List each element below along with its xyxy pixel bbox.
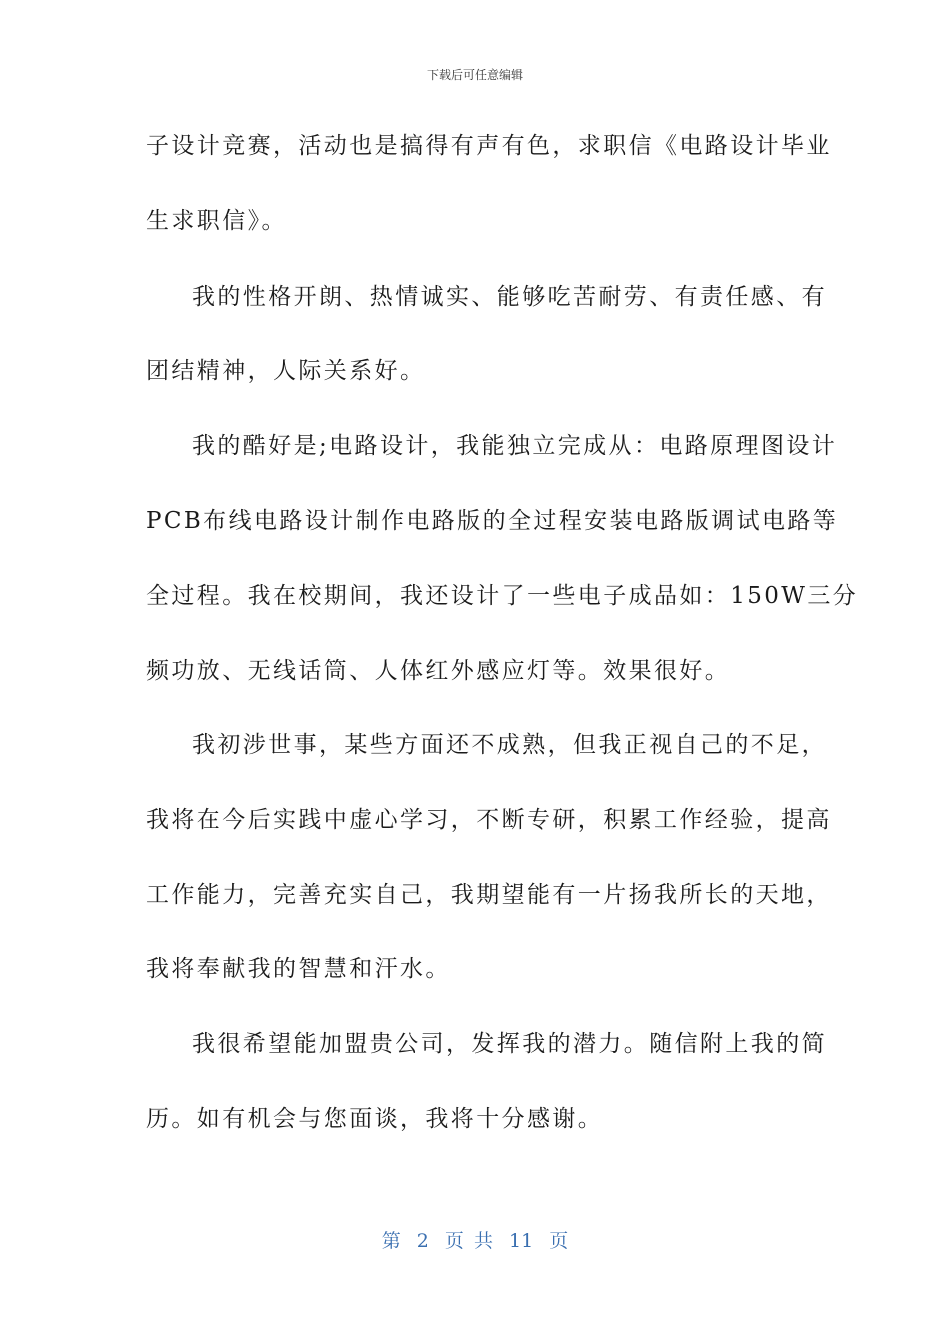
text-line: 团结精神，人际关系好。 [146, 358, 426, 384]
text-line: 我将奉献我的智慧和汗水。 [146, 956, 451, 982]
page-middle: 页 共 [444, 1230, 493, 1252]
text-line: 子设计竞赛，活动也是搞得有声有色，求职信《电路设计毕业 [146, 133, 832, 159]
text-line: 我将在今后实践中虚心学习，不断专研，积累工作经验，提高 [146, 807, 832, 833]
page-number [0, 1226, 950, 1253]
current-page: 2 [416, 1230, 429, 1252]
text-line: 我初涉世事，某些方面还不成熟，但我正视自己的不足， [192, 732, 827, 758]
text-line: 我很希望能加盟贵公司，发挥我的潜力。随信附上我的简 [192, 1031, 827, 1057]
page-prefix: 第 [381, 1230, 401, 1252]
text-line: 我的性格开朗、热情诚实、能够吃苦耐劳、有责任感、有 [192, 284, 827, 310]
text-line: 历。如有机会与您面谈，我将十分感谢。 [146, 1106, 604, 1132]
text-line: 全过程。我在校期间，我还设计了一些电子成品如：150W三分 [146, 583, 859, 609]
total-pages: 11 [509, 1230, 534, 1252]
text-line: 频功放、无线话筒、人体红外感应灯等。效果很好。 [146, 658, 731, 684]
text-line: PCB布线电路设计制作电路版的全过程安装电路版调试电路等 [146, 508, 839, 534]
text-line: 我的酷好是;电路设计，我能独立完成从：电路原理图设计 [192, 433, 838, 459]
page-header: 下载后可任意编辑 [426, 68, 523, 82]
text-line: 工作能力，完善充实自己，我期望能有一片扬我所长的天地， [146, 882, 832, 908]
page-suffix: 页 [549, 1230, 569, 1252]
text-line: 生求职信》。 [146, 208, 287, 234]
